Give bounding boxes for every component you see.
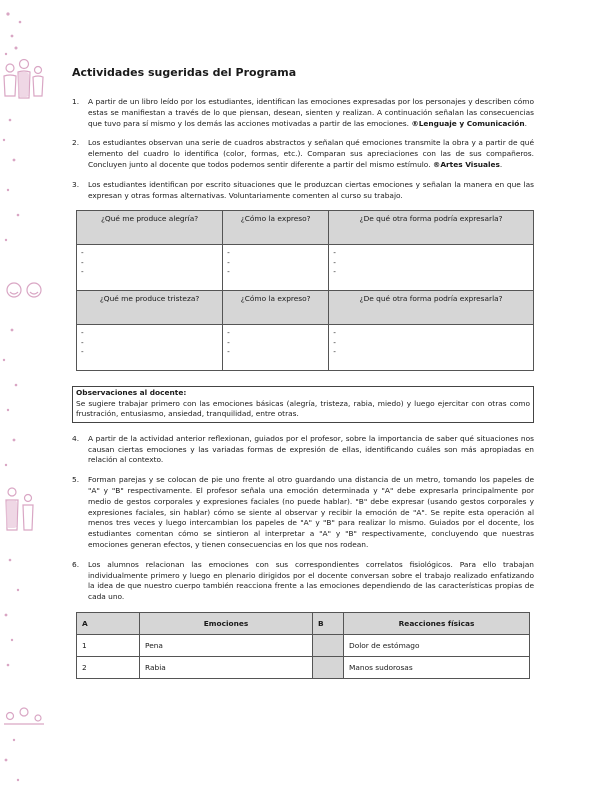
document-page (72, 66, 534, 679)
activity-item-6 (72, 560, 534, 603)
item-text: Forman parejas y se colocan de pie uno frente al otro guardando una distancia de un metro, tomando los papeles de "A" y "B" respectivamente. El profesor señala una emoción determinada y "A" debe expresarla principalmente por medio de gestos corporales y expresiones faciales (no puede hablar). "B" debe expresar (usando gestos corporales y expresiones faciales, sin hablar) cómo se siente al observar y recibir la emoción de "A". Se repite esta operación al menos tres veces y luego intercambian los papeles de "A" y "B" para realizar lo mismo. Guiados por el docente, los estudiantes comentan cómo se sintieron al interpretar a "A" y "B" respectivamente, concluyendo que nuestras emociones generan efectos, y tienen consecuencias en los que nos rodean. (88, 475, 534, 550)
subject-tag: ®Artes Visuales (432, 159, 500, 169)
item-number: 2. (72, 138, 80, 148)
page-title: Actividades sugeridas del Programa (72, 66, 297, 79)
activity-item-5 (72, 475, 534, 551)
item-text: Los alumnos relacionan las emociones con sus correspondientes correlatos fisiológicos. Para ello trabajan individualmente primero y luego en plenario dirigidos por el docente conversan sobre el trabajo realizado enfatizando la idea de que nuestro cuerpo también reacciona frente a las emociones dependiendo de las características propias de cada uno. (88, 559, 534, 602)
table-cell: Manos sudorosas (344, 657, 530, 679)
table-row (77, 635, 530, 657)
table-header-cell: ¿Cómo la expreso? (223, 211, 329, 245)
observations-text: Se sugiere trabajar primero con las emociones básicas (alegría, tristeza, rabia, miedo) y luego ejercitar con otras como frustración, entusiasmo, ansiedad, tranquilidad, entre otras. (76, 398, 530, 419)
table-header-row (77, 291, 534, 325)
table-header-row (77, 211, 534, 245)
table-header-cell: ¿Cómo la expreso? (223, 291, 329, 325)
table-row (77, 657, 530, 679)
table-header-cell: ¿De qué otra forma podría expresarla? (329, 211, 534, 245)
table-header-cell: Reacciones físicas (344, 613, 530, 635)
item-number: 6. (72, 559, 80, 569)
item-number: 5. (72, 475, 80, 485)
item-number: 1. (72, 97, 80, 106)
observations-title: Observaciones al docente: (76, 388, 187, 398)
activity-item-2: 2. Los estudiantes observan una serie de cuadros abstractos y señalan qué emociones transmite la obra y a partir de qué elemento del cuadro lo identifica (color, formas, etc.). Comparan sus apreciaciones con las de sus compañeros. Concluyen junto al docente que todos podemos sentir diferente a partir del mismo estímulo. ®Artes Visuales. (72, 138, 534, 169)
table-header-cell: A (77, 613, 140, 635)
subject-tag: ®Lenguaje y Comunicación (411, 118, 525, 128)
physiological-table (76, 612, 530, 679)
table-row: - - - - - - - - - (77, 245, 534, 291)
table-cell: 2 (77, 657, 140, 679)
activity-item-3 (72, 180, 534, 202)
activity-item-4 (72, 434, 534, 466)
table-cell: Dolor de estómago (344, 635, 530, 657)
table-cell (313, 657, 344, 679)
table-cell (313, 635, 344, 657)
table-cell: Pena (140, 635, 313, 657)
item-number: 4. (72, 433, 80, 443)
activity-item-1: 1. A partir de un libro leído por los estudiantes, identifican las emociones expresadas por los personajes y describen cómo estas se manifiestan a través de lo que piensan, desean, sienten y realizan. A continuación señalan las consecuencias que tuvo para sí mismo y los demás las acciones motivadas a partir de las emociones. ®Lenguaje y Comunicación. (72, 97, 534, 128)
table-cell: Rabia (140, 657, 313, 679)
table-header-cell: B (313, 613, 344, 635)
item-text: Los estudiantes identifican por escrito situaciones que le produzcan ciertas emociones y señalan la manera en que las expresan y otras formas alternativas. Voluntariamente comenten al curso su trabajo. (88, 179, 534, 200)
item-text: A partir de un libro leído por los estudiantes, identifican las emociones expresadas por los personajes y describen cómo estas se manifiestan a través de lo que piensan, desean, sienten y realizan. A continuación señalan las consecuencias que tuvo para sí mismo y los demás las acciones motivadas a partir de las emociones. (88, 97, 534, 128)
margin-decoration (0, 0, 58, 800)
table-header-cell: ¿Qué me produce tristeza? (77, 291, 223, 325)
table-cell: 1 (77, 635, 140, 657)
item-text: A partir de la actividad anterior reflexionan, guiados por el profesor, sobre la importancia de saber qué situaciones nos causan ciertas emociones y las variadas formas de expresión de ellas, identificando cuáles son más apropiadas en relación al contexto. (88, 433, 534, 465)
table-header-cell: ¿Qué me produce alegría? (77, 211, 223, 245)
table-row: - - - - - - - - - (77, 325, 534, 371)
table-header-row (77, 613, 530, 635)
item-number: 3. (72, 179, 80, 189)
table-header-cell: Emociones (140, 613, 313, 635)
item-text: Los estudiantes observan una serie de cuadros abstractos y señalan qué emociones transmite la obra y a partir de qué elemento del cuadro lo identifica (color, formas, etc.). Comparan sus apreciaciones con las de sus compañeros. Concluyen junto al docente que todos podemos sentir diferente a partir del mismo estímulo. (88, 138, 534, 169)
teacher-observations-box (72, 386, 534, 423)
table-header-cell: ¿De qué otra forma podría expresarla? (329, 291, 534, 325)
emotion-table (76, 210, 534, 371)
